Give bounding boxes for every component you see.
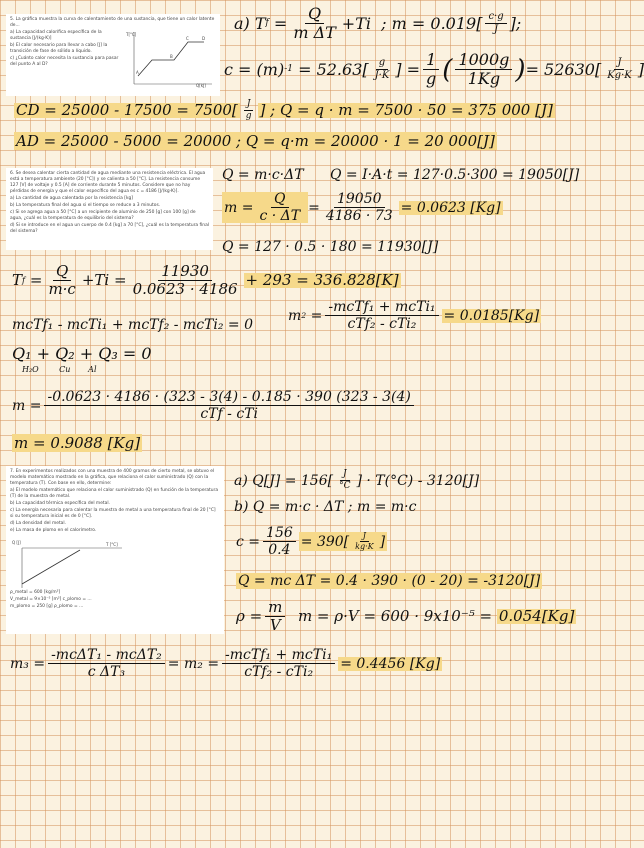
problem-7-snippet: [6, 466, 224, 634]
problem-5-b: b) El calor necesario para llevar a cabo [J] la transición de fase de sólido a líquido.: [10, 43, 108, 54]
eq-q-mc: Q = m·c·ΔT: [222, 167, 304, 183]
problem-6-c: c) Si se agrega agua a 50 [°C] a un recipiente de aluminio de 250 [g] con 100 [g] de agua, ¿cuál es la temperatura de equilibrio del sistema?: [10, 210, 196, 221]
problem-7-b: b) La capacidad térmica específica del metal.: [10, 501, 110, 506]
eq-tf-formula: a) T f = $\frac{Q}{\text{m ΔT}}$ +Ti ; m = 0.019[ c·g J ];: [234, 4, 522, 42]
problem-5-text: 5. La gráfica muestra la curva de calentamiento de una sustancia, que tiene un calor latente de...: [10, 17, 215, 28]
eq-m-long: m = -0.0623 · 4186 · (323 - 3(4) - 0.185 · 390 (323 - 3(4) cTf - cTi: [12, 390, 417, 421]
problem-7-text: 7. En experimentos realizados con una muestra de 400 gramos de cierto metal, se obtuvo el modelo matemático mostrado en la gráfica, que relaciona el calor suministrado (Q) con la temperatura (T). Con base en ello, determine:: [10, 469, 215, 486]
point-c: C: [186, 36, 189, 41]
eq-c-metal: c = $\frac{156}{0.4}$ = 390[ J kg·K ]: [236, 525, 386, 558]
eq-rho: ρ = $\frac{m}{V}$ m = ρ·V = 600 · 9x10⁻⁵ = 0.054[Kg]: [236, 598, 575, 634]
graph-x-label: Q[kJ]: [196, 83, 206, 88]
eq-m-water: m = $\frac{Q}{c \cdot \Delta T}$ = $\frac{19050}{4186 \cdot 73}$ = 0.0623 [Kg]: [224, 191, 501, 224]
graph7-y-label: Q [J]: [12, 540, 21, 545]
point-a: A: [136, 70, 139, 75]
eq-mctf-sum: mcTf₁ - mcTi₁ + mcTf₂ - mcTi₂ = 0: [12, 317, 254, 333]
problem-7-c: c) La energía necesaria para calentar la muestra de metal a una temperatura final de 20 [°C] si su temperatura inicial es de 0 [°C].: [10, 508, 216, 519]
eq-m3: m₃ = -mcΔT₁ - mcΔT₂ c ΔT₃ = m₂ = -mcTf₁ + mcTi₁ cTf₂ - cTi₂ = 0.4456 [Kg]: [10, 647, 441, 680]
problem-7-footer-1: ρ_metal = 600 [kg/m³]: [10, 590, 61, 595]
problem-6-d: d) Si se introduce en el agua un cuerpo de 0.4 [kg] a 70 [°C], ¿cuál es la temperatura final del sistema?: [10, 223, 209, 234]
problem-7-d: d) La densidad del metal.: [10, 521, 66, 526]
eq-q-sum-labels: H₂O Cu Al: [22, 365, 97, 374]
eq-c-value: c = (m) -1 = 52.63[ g J·K ] = $\frac{1}{g}$ ( 1000g 1Kg ) = 52630[ J Kg·K ]: [224, 50, 644, 88]
eq-q-180: Q = 127 · 0.5 · 180 = 11930[J]: [222, 239, 439, 255]
eq-m-final: m = 0.9088 [Kg]: [14, 434, 141, 452]
problem-7-footer-2: V_metal = 9×10⁻⁵ [m³] c_plomo = ...: [10, 597, 92, 602]
graph-y-label: T[°C]: [126, 32, 137, 37]
eq-tf-336: T f = $\frac{Q}{m\cdot c}$ +Ti = $\frac{11930}{0.0623 \cdot 4186}$ + 293 = 336.828[K]: [12, 262, 399, 298]
point-b: B: [170, 54, 173, 59]
problem-6-a: a) La cantidad de agua calentada por la resistencia [kg]: [10, 196, 134, 201]
eq-qj-model: a) Q[J] = 156[ J °C ] · T(°C) - 3120[J]: [234, 469, 480, 491]
eq-b-mc: b) Q = m·c · ΔT ; m = m·c: [234, 499, 417, 515]
eq-ad-segment: AD = 25000 - 5000 = 20000 ; Q = q·m = 20000 · 1 = 20 000[J]: [16, 132, 495, 150]
problem-6-b: b) La temperatura final del agua si el tiempo se reduce a 3 minutos.: [10, 203, 161, 208]
eq-cd-segment: CD = 25000 - 17500 = 7500[ J g ] ; Q = q · m = 7500 · 50 = 375 000 [J]: [16, 99, 553, 121]
eq-m2: m 2 = -mcTf₁ + mcTi₁ cTf₂ - cTi₂ = 0.0185[Kg]: [288, 299, 540, 332]
point-d: D: [202, 36, 206, 41]
problem-5-a: a) La capacidad calorífica específica de la sustancia [J/(kg·K)]: [10, 30, 102, 41]
graph7-x-label: T [°C]: [106, 542, 118, 547]
problem-7-footer-3: m_plomo = 250 [g] ρ_plomo = ...: [10, 604, 84, 609]
problem-5-snippet: [6, 14, 220, 96]
problem-7-a: a) El modelo matemático que relaciona el calor suministrado (Q) en función de la temperatura (T) de la muestra de metal.: [10, 488, 219, 499]
problem-6-snippet: [6, 168, 213, 250]
eq-q-sum: Q₁ + Q₂ + Q₃ = 0: [12, 344, 152, 363]
problem-7-e: e) La masa de plomo en el calorímetro.: [10, 528, 97, 533]
problem-5-c: c) ¿Cuánto calor necesita la sustancia para pasar del punto A al D?: [10, 56, 119, 67]
problem-6-text: 6. Se desea calentar cierta cantidad de agua mediante una resistencia eléctrica. El agua está a temperatura ambiente (20 [°C]) y se calienta a 50 [°C]. La resistencia consume 127 [V] de voltaje y 0.5 [A] de corriente durante 5 minutos. Considere que no hay pérdidas de energía y que el calor específico del agua es c = 4186 [J/(kg·K)].: [10, 171, 206, 194]
q-vs-t-graph: [10, 538, 130, 590]
eq-q-iat: Q = I·A·t = 127·0.5·300 = 19050[J]: [330, 167, 580, 183]
heating-curve-graph: [124, 30, 214, 88]
eq-q-mct: Q = mc ΔT = 0.4 · 390 · (0 - 20) = -3120[J]: [238, 573, 541, 589]
